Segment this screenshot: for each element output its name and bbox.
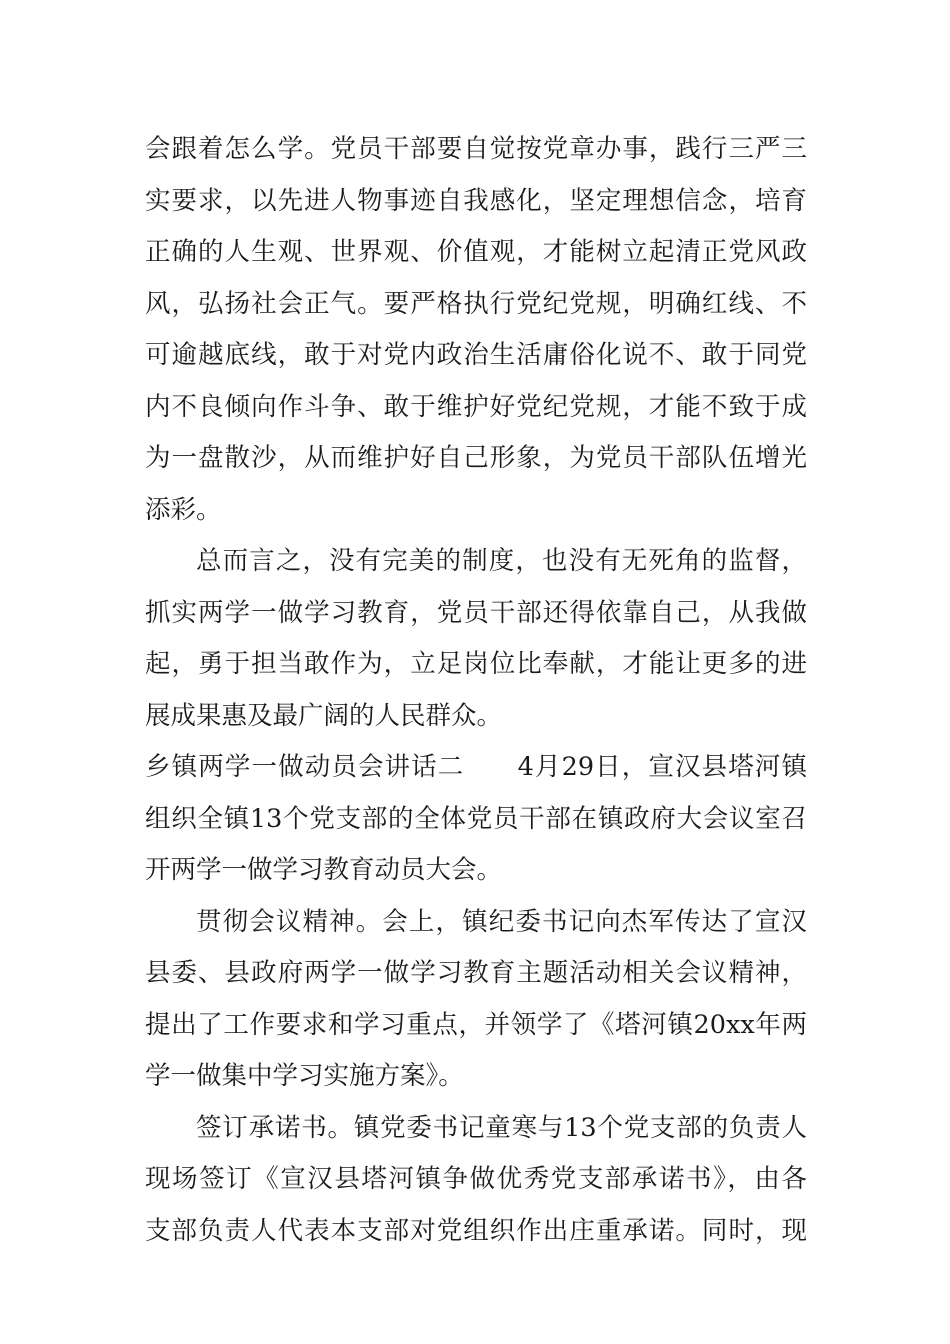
text-line: 支部负责人代表本支部对党组织作出庄重承诺。同时，现 xyxy=(145,1215,807,1246)
section-heading-line: 乡镇两学一做动员会讲话二 4月29日，宣汉县塔河镇 xyxy=(145,752,807,782)
text-line: 抓实两学一做学习教育，党员干部还得依靠自己，从我做 xyxy=(145,597,807,628)
text-line: 提出了工作要求和学习重点，并领学了《塔河镇20xx年两 xyxy=(145,1009,807,1040)
text-line: 会跟着怎么学。党员干部要自觉按党章办事，践行三严三 xyxy=(145,134,807,164)
text-line: 内不良倾向作斗争、敢于维护好党纪党规，才能不致于成 xyxy=(145,391,807,422)
text-line: 添彩。 xyxy=(145,494,222,525)
text-line: 起，勇于担当敢作为，立足岗位比奉献，才能让更多的进 xyxy=(145,649,807,679)
text-line: 组织全镇13个党支部的全体党员干部在镇政府大会议室召 xyxy=(145,803,807,834)
paragraph-first-line: 签订承诺书。镇党委书记童寒与13个党支部的负责人 xyxy=(196,1112,807,1143)
text-line: 可逾越底线，敢于对党内政治生活庸俗化说不、敢于同党 xyxy=(145,340,807,370)
text-line: 现场签订《宣汉县塔河镇争做优秀党支部承诺书》，由各 xyxy=(145,1164,807,1194)
text-line: 风，弘扬社会正气。要严格执行党纪党规，明确红线、不 xyxy=(145,288,807,319)
text-line: 开两学一做学习教育动员大会。 xyxy=(145,855,503,885)
text-line: 正确的人生观、世界观、价值观，才能树立起清正党风政 xyxy=(145,237,807,267)
text-line: 县委、县政府两学一做学习教育主题活动相关会议精神， xyxy=(145,958,807,988)
paragraph-first-line: 总而言之，没有完美的制度，也没有无死角的监督， xyxy=(196,546,807,576)
text-line: 学一做集中学习实施方案》。 xyxy=(145,1061,464,1091)
text-line: 为一盘散沙，从而维护好自己形象，为党员干部队伍增光 xyxy=(145,443,807,473)
paragraph-first-line: 贯彻会议精神。会上，镇纪委书记向杰军传达了宣汉 xyxy=(196,906,807,937)
text-line: 展成果惠及最广阔的人民群众。 xyxy=(145,700,503,731)
text-line: 实要求，以先进人物事迹自我感化，坚定理想信念，培育 xyxy=(145,185,807,216)
document-body xyxy=(145,124,807,1257)
